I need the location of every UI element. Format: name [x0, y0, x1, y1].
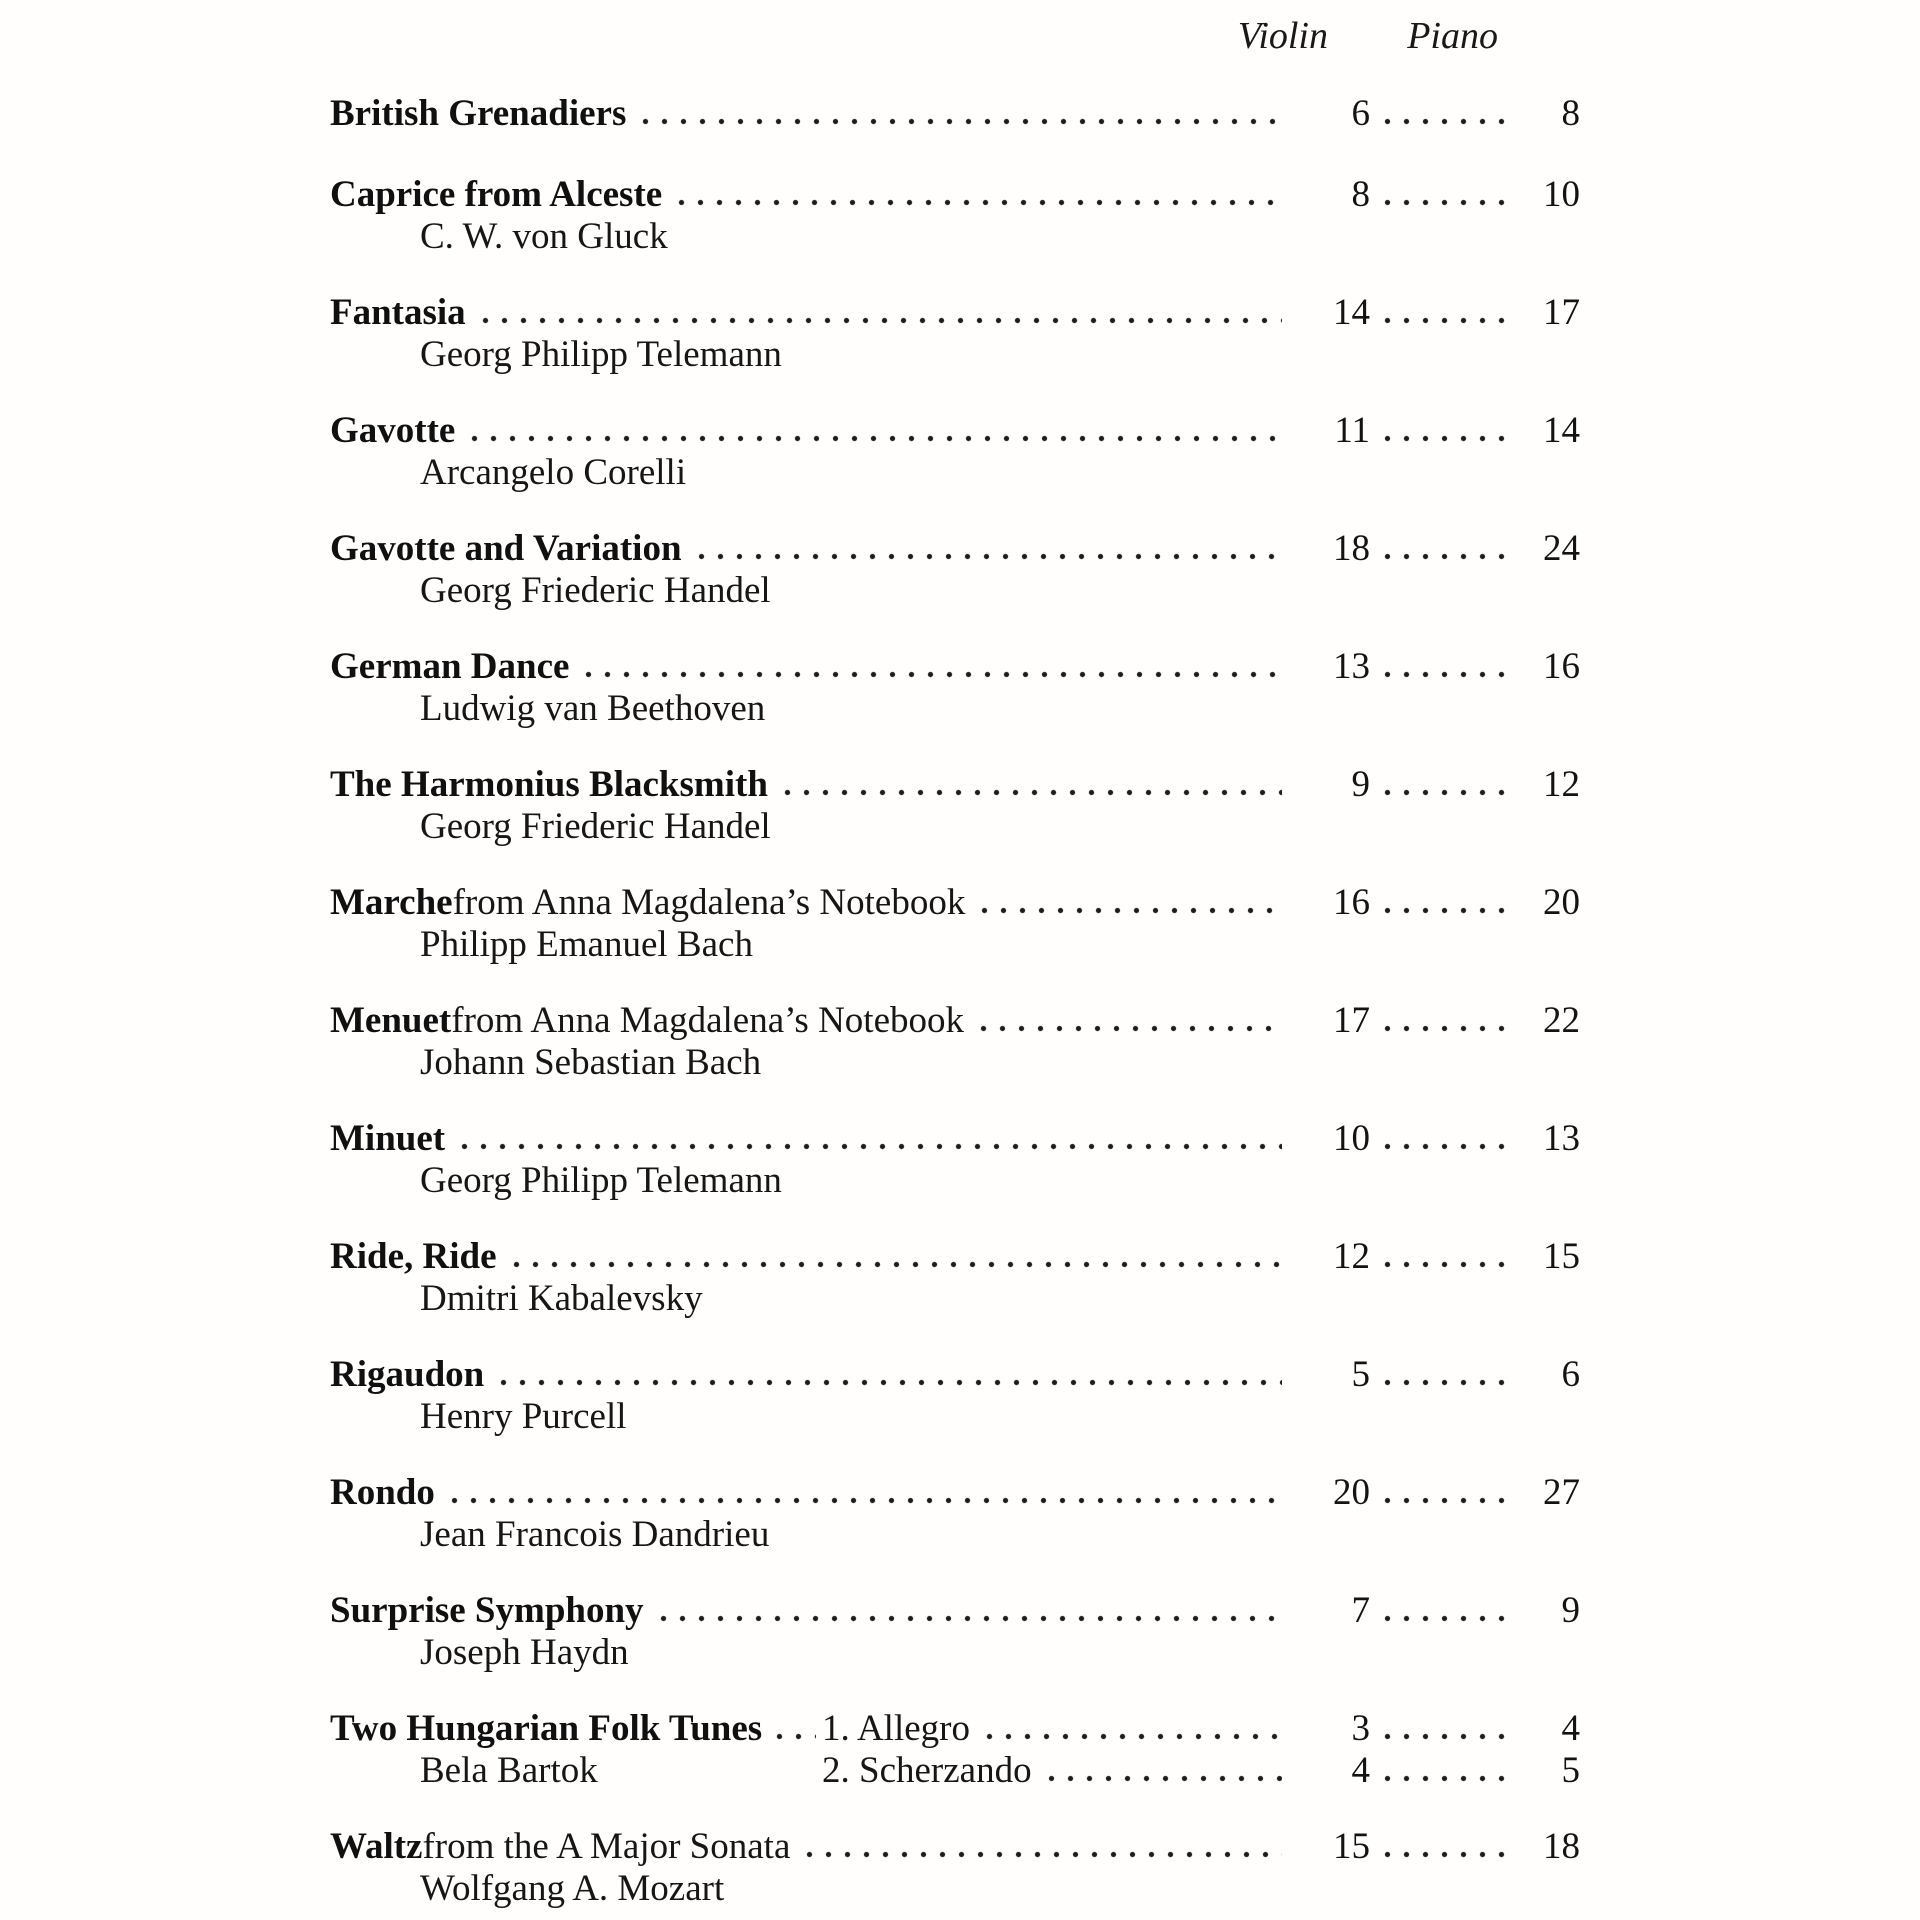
violin-page-number: 12: [1333, 1236, 1370, 1277]
dot-leader: [585, 671, 1282, 678]
violin-page-number: 14: [1333, 292, 1370, 333]
dot-leader: [1384, 789, 1514, 796]
entry-title: Gavotte and Variation: [330, 528, 682, 569]
dot-leader: [513, 1261, 1283, 1268]
entry-title: Gavotte: [330, 410, 456, 451]
toc-entry: [330, 999, 1580, 1085]
entry-composer-line: [420, 1631, 1670, 1675]
entry-title-line: [330, 1117, 1580, 1161]
dot-leader: [1384, 1497, 1514, 1504]
entry-title: Minuet: [330, 1118, 446, 1159]
piano-page-number: 12: [1543, 764, 1580, 805]
dot-leader: [1384, 118, 1514, 125]
piano-page-number: 8: [1561, 93, 1580, 134]
dot-leader: [1384, 1733, 1514, 1740]
toc-entry: [330, 1589, 1580, 1675]
entry-title: Waltz: [330, 1826, 423, 1867]
dot-leader: [1048, 1775, 1282, 1782]
column-header-row: [330, 14, 1580, 58]
dot-leader: [980, 1025, 1282, 1032]
dot-leader: [500, 1379, 1282, 1386]
piano-page-number: 15: [1543, 1236, 1580, 1277]
entry-title-line: [330, 763, 1580, 807]
violin-page-number: 17: [1333, 1000, 1370, 1041]
entry-title: The Harmonius Blacksmith: [330, 764, 768, 805]
entry-composer-line: [420, 687, 1670, 731]
dot-leader: [981, 907, 1282, 914]
dot-leader: [471, 435, 1282, 442]
entry-title-line: [330, 1235, 1580, 1279]
entry-title-line: [330, 173, 1580, 217]
violin-page-number: 8: [1351, 174, 1370, 215]
entry-title: Two Hungarian Folk Tunes: [330, 1708, 763, 1749]
entry-composer-line: [420, 1513, 1670, 1557]
entry-composer-line: [420, 1277, 1670, 1321]
piano-page-number: 9: [1561, 1590, 1580, 1631]
entry-composer-line: [420, 1867, 1670, 1911]
dot-leader: [806, 1851, 1282, 1858]
entry-title: Rigaudon: [330, 1354, 485, 1395]
entry-title-line: [330, 409, 1580, 453]
entry-composer: Georg Philipp Telemann: [420, 334, 782, 375]
entry-title-line: [330, 291, 1580, 335]
entry-title: Rondo: [330, 1472, 435, 1513]
toc-entry: [330, 1471, 1580, 1557]
toc-entry: [330, 1825, 1580, 1911]
dot-leader: [986, 1733, 1282, 1740]
entry-composer: Wolfgang A. Mozart: [420, 1868, 725, 1909]
entry-title-line: [330, 1825, 1580, 1869]
piano-page-number: 18: [1543, 1826, 1580, 1867]
entry-composer: C. W. von Gluck: [420, 216, 668, 257]
piano-column-header: Piano: [1407, 15, 1498, 57]
dot-leader: [1384, 1379, 1514, 1386]
dot-leader: [1384, 1261, 1514, 1268]
piano-page-number: 16: [1543, 646, 1580, 687]
entry-composer-line: [420, 805, 1670, 849]
movement-label: 1. Allegro: [822, 1708, 970, 1749]
violin-page-number: 7: [1351, 1590, 1370, 1631]
dot-leader: [776, 1733, 816, 1740]
entry-composer: Arcangelo Corelli: [420, 452, 687, 493]
entry-composer: Dmitri Kabalevsky: [420, 1278, 703, 1319]
dot-leader: [1384, 317, 1514, 324]
entry-composer-line: [420, 1159, 1670, 1203]
entry-composer: Georg Friederic Handel: [420, 806, 771, 847]
dot-leader: [1384, 435, 1514, 442]
toc-entry: [330, 1353, 1580, 1439]
entry-composer-line: [420, 569, 1670, 613]
entry-composer-line: [420, 1041, 1670, 1085]
entry-composer: Georg Philipp Telemann: [420, 1160, 782, 1201]
toc-entries: [330, 92, 1580, 1911]
entry-composer-line: [420, 215, 1670, 259]
violin-page-number: 9: [1351, 764, 1370, 805]
entry-title: German Dance: [330, 646, 570, 687]
entry-composer: Bela Bartok: [420, 1750, 598, 1791]
entry-composer: Philipp Emanuel Bach: [420, 924, 753, 965]
toc-entry: [330, 1707, 1580, 1793]
entry-composer: Joseph Haydn: [420, 1632, 629, 1673]
violin-page-number: 6: [1351, 93, 1370, 134]
toc-entry: [330, 409, 1580, 495]
violin-page-number: 3: [1351, 1708, 1370, 1749]
piano-page-number: 27: [1543, 1472, 1580, 1513]
entry-title-line: [330, 527, 1580, 571]
entry-title-line: [330, 1707, 1580, 1751]
movement-label: 2. Scherzando: [822, 1750, 1032, 1791]
entry-title-cell: [330, 1707, 822, 1751]
entry-composer-line: [420, 333, 1670, 377]
dot-leader: [698, 553, 1282, 560]
violin-page-number: 20: [1333, 1472, 1370, 1513]
entry-title: Fantasia: [330, 292, 466, 333]
dot-leader: [660, 1615, 1282, 1622]
entry-composer: Jean Francois Dandrieu: [420, 1514, 770, 1555]
entry-title-suffix: from Anna Magdalena’s Notebook: [451, 1000, 964, 1041]
entry-composer: Georg Friederic Handel: [420, 570, 771, 611]
violin-page-number: 15: [1333, 1826, 1370, 1867]
piano-page-number: 5: [1561, 1750, 1580, 1791]
piano-page-number: 6: [1561, 1354, 1580, 1395]
dot-leader: [1384, 553, 1514, 560]
entry-title-line: [330, 999, 1580, 1043]
entry-composer-line: [420, 1395, 1670, 1439]
toc-entry: [330, 1235, 1580, 1321]
entry-title-line: [330, 92, 1580, 136]
entry-title-line: [330, 645, 1580, 689]
piano-page-number: 20: [1543, 882, 1580, 923]
toc-entry: [330, 881, 1580, 967]
piano-page-number: 22: [1543, 1000, 1580, 1041]
entry-title: Surprise Symphony: [330, 1590, 644, 1631]
entry-title: Menuet: [330, 1000, 452, 1041]
dot-leader: [784, 789, 1282, 796]
dot-leader: [1384, 1615, 1514, 1622]
piano-page-number: 13: [1543, 1118, 1580, 1159]
violin-page-number: 4: [1351, 1750, 1370, 1791]
entry-title-line: [330, 1471, 1580, 1515]
dot-leader: [1384, 1143, 1514, 1150]
violin-page-number: 11: [1334, 410, 1370, 451]
dot-leader: [461, 1143, 1282, 1150]
violin-page-number: 18: [1333, 528, 1370, 569]
violin-column-header: Violin: [1237, 15, 1328, 57]
violin-page-number: 13: [1333, 646, 1370, 687]
dot-leader: [1384, 1025, 1514, 1032]
violin-page-number: 5: [1351, 1354, 1370, 1395]
entry-composer: Ludwig van Beethoven: [420, 688, 766, 729]
toc-entry: [330, 645, 1580, 731]
piano-page-number: 4: [1561, 1708, 1580, 1749]
toc-entry: [330, 291, 1580, 377]
entry-title: British Grenadiers: [330, 93, 627, 134]
dot-leader: [482, 317, 1282, 324]
toc-entry: [330, 1117, 1580, 1203]
dot-leader: [1384, 1851, 1514, 1858]
entry-title: Ride, Ride: [330, 1236, 497, 1277]
entry-title-line: [330, 881, 1580, 925]
piano-page-number: 14: [1543, 410, 1580, 451]
dot-leader: [1384, 671, 1514, 678]
entry-composer-line: [420, 923, 1670, 967]
entry-composer: Henry Purcell: [420, 1396, 627, 1437]
toc-entry: [330, 527, 1580, 613]
entry-title-suffix: from Anna Magdalena’s Notebook: [452, 882, 966, 923]
dot-leader: [642, 118, 1282, 125]
toc-entry: [330, 92, 1580, 136]
entry-title-line: [330, 1589, 1580, 1633]
piano-page-number: 24: [1543, 528, 1580, 569]
entry-composer-line: [420, 451, 1670, 495]
dot-leader: [451, 1497, 1282, 1504]
violin-page-number: 10: [1333, 1118, 1370, 1159]
toc-entry: [330, 173, 1580, 259]
dot-leader: [1384, 199, 1514, 206]
entry-composer: Johann Sebastian Bach: [420, 1042, 762, 1083]
entry-composer-line: [330, 1749, 1580, 1793]
dot-leader: [1384, 907, 1514, 914]
toc-entry: [330, 763, 1580, 849]
dot-leader: [1384, 1775, 1514, 1782]
dot-leader: [678, 199, 1282, 206]
entry-title-suffix: from the A Major Sonata: [422, 1826, 791, 1867]
piano-page-number: 10: [1543, 174, 1580, 215]
piano-page-number: 17: [1543, 292, 1580, 333]
entry-title: Caprice from Alceste: [330, 174, 663, 215]
entry-composer-cell: [330, 1749, 822, 1793]
violin-page-number: 16: [1333, 882, 1370, 923]
entry-title-line: [330, 1353, 1580, 1397]
entry-title: Marche: [330, 882, 453, 923]
